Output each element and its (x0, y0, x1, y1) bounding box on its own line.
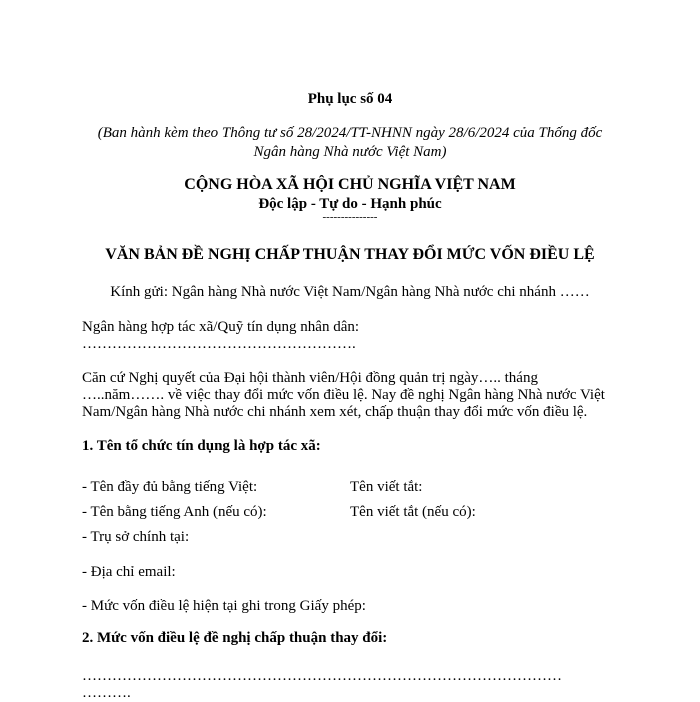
annex-title: Phụ lục số 04 (307, 91, 393, 107)
recipient-line: Kính gửi: Ngân hàng Nhà nước Việt Nam/Ngân hàng Nhà nước chi nhánh …… (110, 284, 590, 300)
motto-rule: --------------- (322, 211, 378, 223)
basis-line1: Căn cứ Nghị quyết của Đại hội thành viên/Hội đồng quản trị ngày….. tháng (82, 370, 538, 386)
field-email: - Địa chỉ email: (82, 564, 176, 580)
motto: Độc lập - Tự do - Hạnh phúc (258, 196, 442, 212)
section2-dots-line2: ………. (82, 685, 131, 701)
national-title: CỘNG HÒA XÃ HỘI CHỦ NGHĨA VIỆT NAM (184, 176, 516, 193)
section1-heading: 1. Tên tổ chức tín dụng là hợp tác xã: (82, 438, 321, 454)
applicant-dots: ………………………………………………. (82, 336, 356, 352)
issued-note-line2: Ngân hàng Nhà nước Việt Nam) (253, 144, 447, 160)
section2-heading: 2. Mức vốn điều lệ đề nghị chấp thuận thay đổi: (82, 630, 388, 646)
document-title: VĂN BẢN ĐỀ NGHỊ CHẤP THUẬN THAY ĐỔI MỨC VỐN ĐIỀU LỆ (105, 246, 595, 263)
field-name-en: - Tên bằng tiếng Anh (nếu có): (82, 504, 267, 520)
section2-dots-line1: …………………………………………………………………………………… (82, 668, 562, 684)
field-abbrev-en: Tên viết tắt (nếu có): (350, 504, 476, 520)
issued-note-line1: (Ban hành kèm theo Thông tư số 28/2024/TT-NHNN ngày 28/6/2024 của Thống đốc (97, 125, 603, 141)
basis-line3: Nam/Ngân hàng Nhà nước chi nhánh xem xét, chấp thuận thay đổi mức vốn điều lệ. (82, 404, 588, 420)
field-head-office: - Trụ sở chính tại: (82, 529, 190, 545)
basis-line2: …..năm……. về việc thay đổi mức vốn điều lệ. Nay đề nghị Ngân hàng Nhà nước Việt (82, 387, 605, 403)
field-full-name-vn: - Tên đầy đủ bằng tiếng Việt: (82, 479, 258, 495)
field-capital: - Mức vốn điều lệ hiện tại ghi trong Giấy phép: (82, 598, 366, 614)
field-abbrev: Tên viết tắt: (350, 479, 423, 495)
applicant-label: Ngân hàng hợp tác xã/Quỹ tín dụng nhân dân: (82, 319, 360, 335)
